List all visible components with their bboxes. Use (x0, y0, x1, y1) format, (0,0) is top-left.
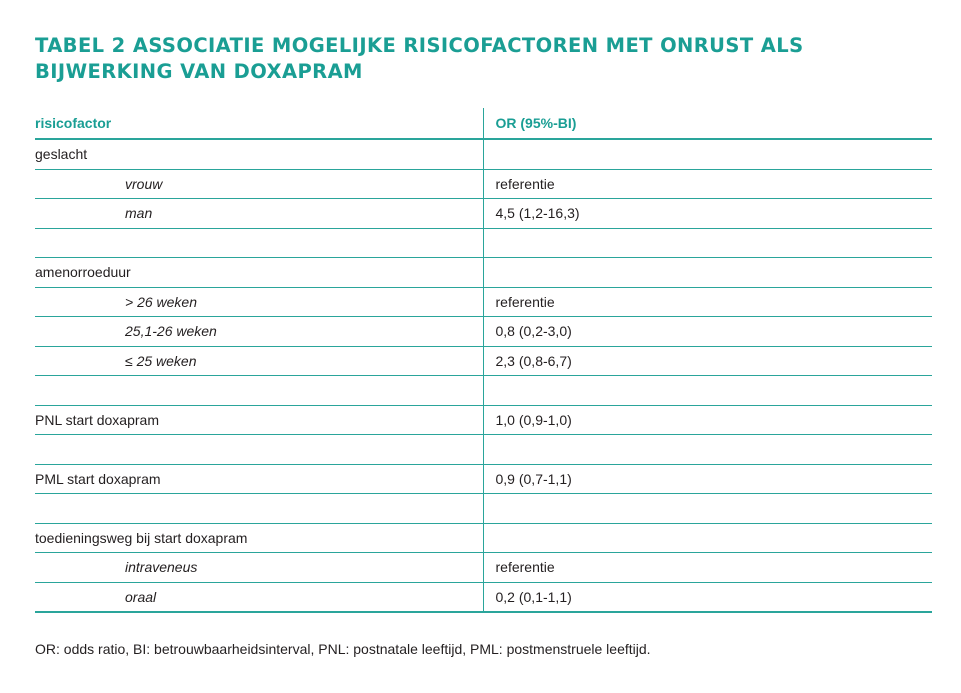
column-header-odds-ratio: OR (95%-BI) (483, 108, 932, 139)
risk-factor-cell: man (35, 199, 483, 229)
table-row (35, 169, 932, 199)
table-row (35, 435, 932, 465)
table-row (35, 346, 932, 376)
table-row (35, 464, 932, 494)
table-row (35, 228, 932, 258)
risk-factor-cell: amenorroeduur (35, 258, 483, 288)
risk-factor-cell: PML start doxapram (35, 464, 483, 494)
risk-factor-table (35, 108, 932, 613)
table-header-row (35, 108, 932, 139)
table-row (35, 287, 932, 317)
risk-factor-cell: oraal (35, 582, 483, 612)
column-header-risk-factor: risicofactor (35, 108, 483, 139)
risk-factor-cell: PNL start doxapram (35, 405, 483, 435)
odds-ratio-cell: 4,5 (1,2-16,3) (483, 199, 932, 229)
table-row (35, 317, 932, 347)
odds-ratio-cell (483, 139, 932, 169)
risk-factor-cell: toedieningsweg bij start doxapram (35, 523, 483, 553)
odds-ratio-cell (483, 376, 932, 406)
table-footnote: OR: odds ratio, BI: betrouwbaarheidsinterval, PNL: postnatale leeftijd, PML: postmenstruele leeftijd. (35, 641, 651, 657)
table-row (35, 139, 932, 169)
table-body (35, 139, 932, 612)
odds-ratio-cell: referentie (483, 169, 932, 199)
odds-ratio-cell (483, 258, 932, 288)
odds-ratio-cell: 0,8 (0,2-3,0) (483, 317, 932, 347)
odds-ratio-cell (483, 523, 932, 553)
table-row (35, 258, 932, 288)
risk-factor-cell (35, 435, 483, 465)
table-row (35, 405, 932, 435)
table-row (35, 494, 932, 524)
odds-ratio-cell: 1,0 (0,9-1,0) (483, 405, 932, 435)
risk-factor-cell (35, 228, 483, 258)
table-row (35, 199, 932, 229)
odds-ratio-cell: 0,2 (0,1-1,1) (483, 582, 932, 612)
risk-factor-cell: > 26 weken (35, 287, 483, 317)
risk-factor-cell: 25,1-26 weken (35, 317, 483, 347)
risk-factor-cell (35, 494, 483, 524)
risk-factor-table-container (35, 108, 932, 613)
risk-factor-cell (35, 376, 483, 406)
odds-ratio-cell: referentie (483, 553, 932, 583)
odds-ratio-cell: 2,3 (0,8-6,7) (483, 346, 932, 376)
risk-factor-cell: vrouw (35, 169, 483, 199)
table-row (35, 553, 932, 583)
risk-factor-cell: ≤ 25 weken (35, 346, 483, 376)
table-row (35, 582, 932, 612)
risk-factor-cell: intraveneus (35, 553, 483, 583)
table-row (35, 376, 932, 406)
odds-ratio-cell (483, 435, 932, 465)
odds-ratio-cell (483, 494, 932, 524)
risk-factor-cell: geslacht (35, 139, 483, 169)
table-title: TABEL 2 ASSOCIATIE MOGELIJKE RISICOFACTOREN MET ONRUST ALS BIJWERKING VAN DOXAPRAM (35, 34, 804, 83)
odds-ratio-cell: 0,9 (0,7-1,1) (483, 464, 932, 494)
odds-ratio-cell: referentie (483, 287, 932, 317)
odds-ratio-cell (483, 228, 932, 258)
table-row (35, 523, 932, 553)
